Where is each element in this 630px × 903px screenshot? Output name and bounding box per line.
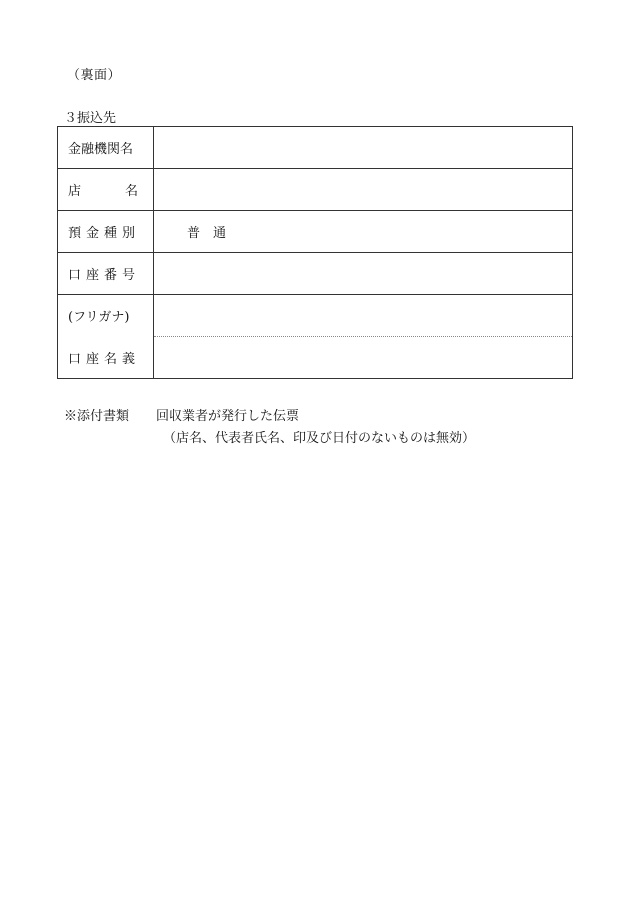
table-row bbox=[58, 295, 573, 337]
table-row bbox=[58, 127, 573, 169]
furigana-field[interactable] bbox=[154, 295, 573, 337]
account-number-label: 口座番号 bbox=[58, 253, 154, 295]
deposit-type-field[interactable]: 普 通 bbox=[154, 211, 573, 253]
account-holder-field[interactable] bbox=[154, 337, 573, 379]
bank-account-table bbox=[57, 126, 573, 379]
table-row bbox=[58, 337, 573, 379]
bank-name-label: 金融機関名 bbox=[58, 127, 154, 169]
branch-name-field[interactable] bbox=[154, 169, 573, 211]
reverse-side-label: （裏面） bbox=[67, 68, 122, 83]
table-row bbox=[58, 211, 573, 253]
furigana-label: (フリガナ) bbox=[58, 295, 154, 337]
transfer-destination-heading: ３振込先 bbox=[64, 111, 117, 126]
branch-name-label-text: 店 名 bbox=[68, 184, 145, 199]
attachment-note-text: 回収業者が発行した伝票 bbox=[156, 409, 300, 424]
bank-name-field[interactable] bbox=[154, 127, 573, 169]
account-holder-label: 口座名義 bbox=[58, 337, 154, 379]
attachment-note bbox=[64, 405, 299, 424]
branch-name-label bbox=[58, 169, 154, 211]
attachment-note-label: ※添付書類 bbox=[64, 409, 130, 424]
account-number-field[interactable] bbox=[154, 253, 573, 295]
attachment-note-subtext: （店名、代表者氏名、印及び日付のないものは無効） bbox=[163, 431, 476, 446]
table-row bbox=[58, 169, 573, 211]
deposit-type-label: 預金種別 bbox=[58, 211, 154, 253]
table-row bbox=[58, 253, 573, 295]
